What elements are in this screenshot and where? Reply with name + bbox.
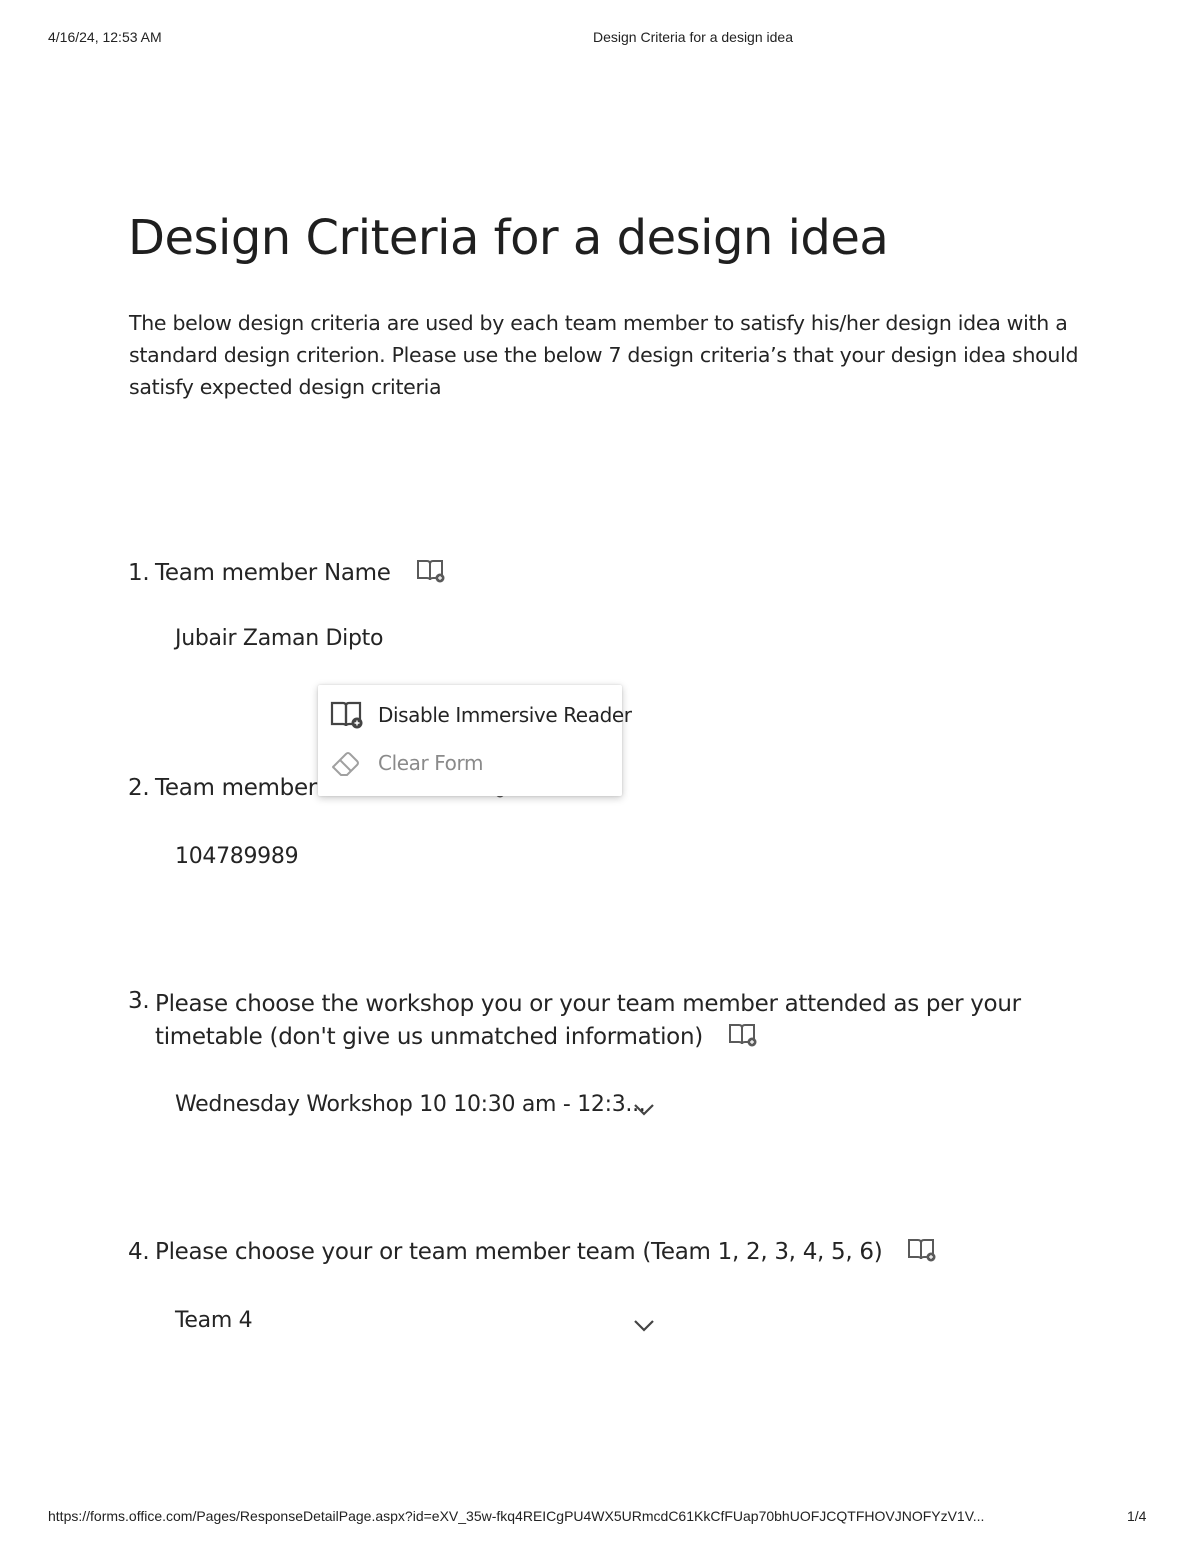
immersive-reader-icon[interactable]: [416, 558, 446, 590]
question-text: Team member Name: [155, 560, 391, 586]
question-number: 2.: [128, 775, 150, 801]
question-text-line-2: timetable (don't give us unmatched information): [155, 1024, 703, 1050]
question-number: 4.: [128, 1239, 150, 1265]
menu-item-label: Disable Immersive Reader: [378, 703, 632, 727]
question-number: 1.: [128, 560, 150, 586]
form-title: Design Criteria for a design idea: [128, 210, 889, 266]
chevron-down-icon[interactable]: [633, 1314, 655, 1339]
form-description: The below design criteria are used by each team member to satisfy his/her design idea with a standard design criterion. Please use the below 7 design criteria’s that your design idea should satisfy expected design criteria: [129, 311, 1079, 399]
immersive-reader-icon[interactable]: [728, 1022, 758, 1058]
question-number: 3.: [128, 988, 150, 1014]
page-number: 1/4: [1127, 1508, 1147, 1524]
answer-student-id: 104789989: [175, 844, 299, 869]
workshop-dropdown[interactable]: [175, 1088, 660, 1124]
dropdown-selected-value: Team 4: [175, 1308, 253, 1333]
menu-item-clear-form[interactable]: [330, 746, 483, 780]
question-text: Team member: [155, 775, 317, 801]
question-text: Please choose your or team member team (Team 1, 2, 3, 4, 5, 6): [155, 1239, 883, 1265]
print-date: 4/16/24, 12:53 AM: [48, 29, 162, 45]
chevron-down-icon[interactable]: [633, 1098, 655, 1123]
eraser-icon: [330, 748, 364, 778]
question-text-line-1: Please choose the workshop you or your team member attended as per your: [155, 991, 1021, 1017]
immersive-reader-icon: [330, 700, 364, 730]
menu-item-label: Clear Form: [378, 751, 484, 775]
immersive-reader-icon[interactable]: [907, 1237, 937, 1269]
menu-item-disable-immersive-reader[interactable]: [330, 698, 632, 732]
answer-team-member-name: Jubair Zaman Dipto: [175, 626, 384, 651]
print-title: Design Criteria for a design idea: [593, 29, 793, 45]
question-1: [128, 558, 446, 590]
dropdown-selected-value: Wednesday Workshop 10 10:30 am - 12:3...: [175, 1092, 646, 1117]
team-dropdown[interactable]: [175, 1304, 660, 1340]
question-3: [128, 988, 1055, 1058]
question-4: [128, 1237, 937, 1269]
print-url: https://forms.office.com/Pages/ResponseDetailPage.aspx?id=eXV_35w-fkq4REICgPU4WX5URmcdC61KkCfFUap70bhUOFJCQTFHOVJNOFYzV1V...: [48, 1508, 985, 1524]
